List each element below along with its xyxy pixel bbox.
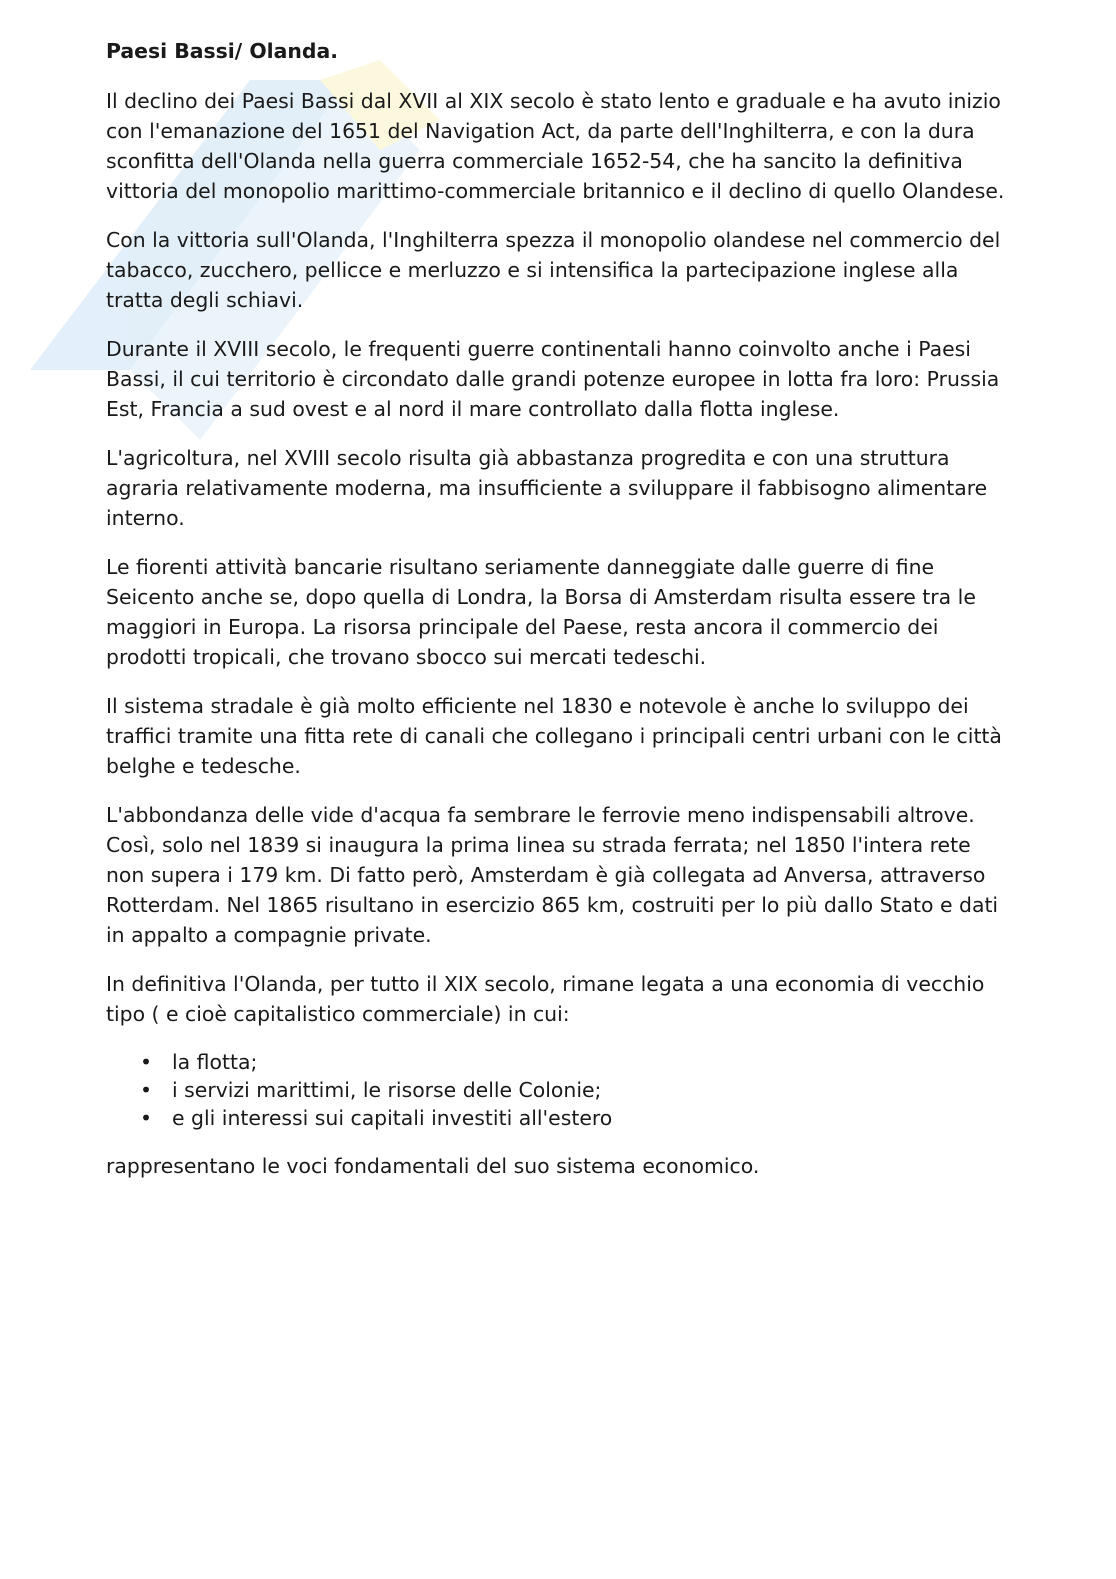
paragraph: Con la vittoria sull'Olanda, l'Inghilterra spezza il monopolio olandese nel commercio del tabacco, zucchero, pellicce e merluzzo e si intensifica la partecipazione inglese alla tratta degli schiavi. bbox=[106, 228, 1001, 312]
paragraph: Le fiorenti attività bancarie risultano seriamente danneggiate dalle guerre di fine Seicento anche se, dopo quella di Londra, la Borsa di Amsterdam risulta essere tra le maggiori in Europa. La risorsa principale del Paese, resta ancora il commercio dei prodotti tropicali, che trovano sbocco sui mercati tedeschi. bbox=[106, 555, 976, 669]
document-page bbox=[106, 36, 1006, 1200]
paragraph: Durante il XVIII secolo, le frequenti guerre continentali hanno coinvolto anche i Paesi Bassi, il cui territorio è circondato dalle grandi potenze europee in lotta fra loro: Prussia Est, Francia a sud ovest e al nord il mare controllato dalla flotta inglese. bbox=[106, 337, 1000, 421]
paragraph: Il sistema stradale è già molto efficiente nel 1830 e notevole è anche lo sviluppo dei traffici tramite una fitta rete di canali che collegano i principali centri urbani con le città belghe e tedesche. bbox=[106, 694, 1002, 778]
list-item bbox=[106, 1104, 1006, 1132]
bullet-icon: • bbox=[140, 1078, 153, 1102]
bullet-icon: • bbox=[140, 1050, 153, 1074]
document-title: Paesi Bassi/ Olanda. bbox=[106, 39, 339, 63]
bullet-icon: • bbox=[140, 1106, 153, 1130]
list-item bbox=[106, 1048, 1006, 1076]
list-item-text: i servizi marittimi, le risorse delle Colonie; bbox=[172, 1078, 602, 1102]
list-item bbox=[106, 1076, 1006, 1104]
list-item-text: e gli interessi sui capitali investiti all'estero bbox=[172, 1106, 613, 1130]
closing-paragraph: rappresentano le voci fondamentali del suo sistema economico. bbox=[106, 1154, 760, 1178]
list-item-text: la flotta; bbox=[172, 1050, 258, 1074]
paragraph: L'abbondanza delle vide d'acqua fa sembrare le ferrovie meno indispensabili altrove. Così, solo nel 1839 si inaugura la prima linea su strada ferrata; nel 1850 l'intera rete non supera i 179 km. Di fatto però, Amsterdam è già collegata ad Anversa, attraverso Rotterdam. Nel 1865 risultano in esercizio 865 km, costruiti per lo più dallo Stato e dati in appalto a compagnie private. bbox=[106, 803, 999, 947]
paragraph: In definitiva l'Olanda, per tutto il XIX secolo, rimane legata a una economia di vecchio tipo ( e cioè capitalistico commerciale) in cui: bbox=[106, 972, 985, 1026]
paragraph: L'agricoltura, nel XVIII secolo risulta già abbastanza progredita e con una struttura agraria relativamente moderna, ma insufficiente a sviluppare il fabbisogno alimentare interno. bbox=[106, 446, 988, 530]
bullet-list bbox=[106, 1048, 1006, 1132]
paragraph: Il declino dei Paesi Bassi dal XVII al XIX secolo è stato lento e graduale e ha avuto inizio con l'emanazione del 1651 del Navigation Act, da parte dell'Inghilterra, e con la dura sconfitta dell'Olanda nella guerra commerciale 1652-54, che ha sancito la definitiva vittoria del monopolio marittimo-commerciale britannico e il declino di quello Olandese. bbox=[106, 89, 1005, 203]
